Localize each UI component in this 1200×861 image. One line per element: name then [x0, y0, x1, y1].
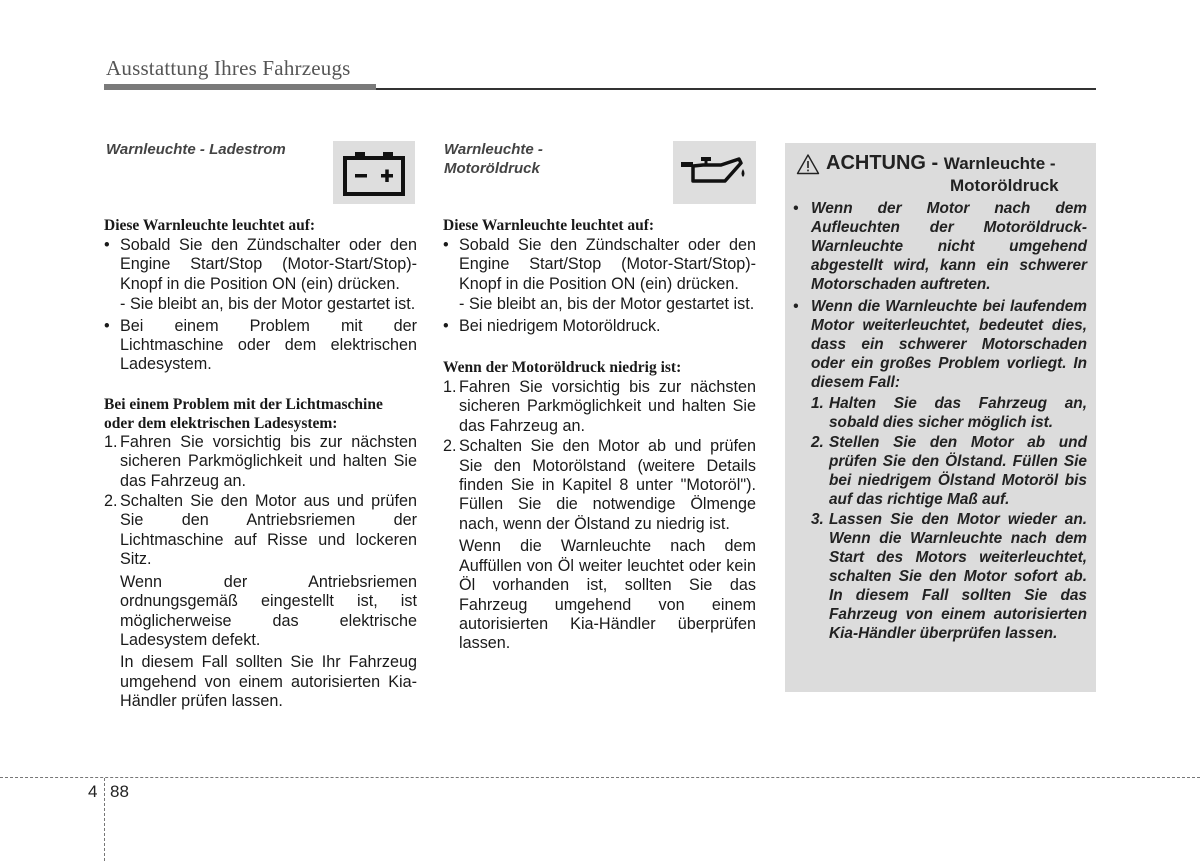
list-item: • Bei einem Problem mit der Lichtmaschine oder dem elektrischen Ladesystem.: [104, 316, 417, 374]
section-title-motoroeldruck: Warnleuchte - Motoröldruck: [444, 141, 543, 177]
list-item-sub: - Sie bleibt an, bis der Motor gestartet ist.: [459, 295, 755, 314]
page-header-title: Ausstattung Ihres Fahrzeugs: [106, 56, 351, 80]
column-motoroeldruck: [443, 216, 756, 654]
chapter-number: 4: [88, 782, 98, 801]
warning-list-item: • Wenn die Warnleuchte bei laufendem Motor weiterleuchtet, bedeutet dies, dass ein schwerer Motorschaden oder ein großes Problem vorliegt. In diesem Fall:: [793, 298, 1087, 391]
warning-heading-line2: Motoröldruck: [950, 176, 1059, 195]
step-item: 1. Fahren Sie vorsichtig bis zur nächsten sicheren Parkmöglichkeit und halten Sie das Fahrzeug an.: [104, 432, 417, 490]
paragraph: In diesem Fall sollten Sie Ihr Fahrzeug umgehend von einem autorisierten Kia-Händler prüfen lassen.: [120, 653, 417, 711]
page-number: 88: [110, 782, 129, 801]
paragraph: Wenn die Warnleuchte nach dem Auffüllen von Öl weiter leuchtet oder kein Öl vorhanden ist, sollten Sie das Fahrzeug umgehend von einem autorisierten Kia-Händler überprüfen lassen.: [459, 537, 756, 653]
warning-text: [793, 199, 1087, 643]
header-rule-thick: [104, 84, 376, 90]
list-item-sub: - Sie bleibt an, bis der Motor gestartet ist.: [120, 295, 416, 314]
list-item: • Sobald Sie den Zündschalter oder den Engine Start/Stop (Motor-Start/Stop)-Knopf in die Position ON (ein) drücken.: [443, 236, 756, 293]
warning-triangle-icon: [796, 153, 820, 175]
warning-heading: ACHTUNG - Warnleuchte -: [826, 152, 1056, 174]
warning-step: 3. Lassen Sie den Motor wieder an. Wenn die Warnleuchte nach dem Start des Motors weiterleuchtet, schalten Sie den Motor sofort ab. In diesem Fall sollten Sie das Fahrzeug von einem autorisierten Kia-Händler überprüfen lassen.: [811, 511, 1087, 642]
header-rule-thin: [376, 88, 1096, 90]
subhead-leuchtet-auf: Diese Warnleuchte leuchtet auf:: [443, 217, 655, 234]
step-item: 2. Schalten Sie den Motor ab und prüfen Sie den Motorölstand (weitere Details finden Sie in Kapitel 8 unter "Motoröl"). Füllen Sie die notwendige Ölmenge nach, wenn der Ölstand zu niedrig ist.: [443, 437, 756, 533]
oil-can-icon: [677, 153, 753, 193]
oil-icon-box: [673, 141, 756, 204]
warning-step: 2. Stellen Sie den Motor ab und prüfen Sie den Ölstand. Füllen Sie bei niedrigem Ölstand Motoröl bis auf das richtige Maß auf.: [811, 434, 1087, 508]
list-item: • Bei niedrigem Motoröldruck.: [443, 316, 661, 335]
subhead-leuchtet-auf: Diese Warnleuchte leuchtet auf:: [104, 217, 316, 234]
battery-icon: [341, 150, 407, 196]
step-item: 1. Fahren Sie vorsichtig bis zur nächsten sicheren Parkmöglichkeit und halten Sie das Fahrzeug an.: [443, 378, 756, 435]
column-ladestrom: [104, 216, 417, 712]
list-item: • Sobald Sie den Zündschalter oder den Engine Start/Stop (Motor-Start/Stop)-Knopf in die Position ON (ein) drücken.: [104, 236, 417, 293]
section-title-ladestrom: Warnleuchte - Ladestrom: [106, 141, 286, 158]
step-item: 2. Schalten Sie den Motor aus und prüfen Sie den Antriebsriemen der Lichtmaschine auf Risse und lockeren Sitz.: [104, 492, 417, 569]
warning-list-item: • Wenn der Motor nach dem Aufleuchten der Motoröldruck-Warnleuchte nicht umgehend abgestellt wird, kann ein schwerer Motorschaden auftreten.: [793, 200, 1087, 293]
paragraph: Wenn der Antriebsriemen ordnungsgemäß eingestellt ist, ist möglicherweise das elektrische Ladesystem defekt.: [120, 572, 417, 649]
footer-dashed-rule: [0, 777, 1200, 778]
subhead-oeldruck-niedrig: Wenn der Motoröldruck niedrig ist:: [443, 359, 682, 377]
warning-step: 1. Halten Sie das Fahrzeug an, sobald dies sicher möglich ist.: [811, 395, 1087, 431]
subhead-problem: Bei einem Problem mit der Lichtmaschine oder dem elektrischen Ladesystem:: [104, 395, 383, 432]
battery-icon-box: [333, 141, 415, 204]
footer-dashed-divider: [104, 778, 105, 861]
